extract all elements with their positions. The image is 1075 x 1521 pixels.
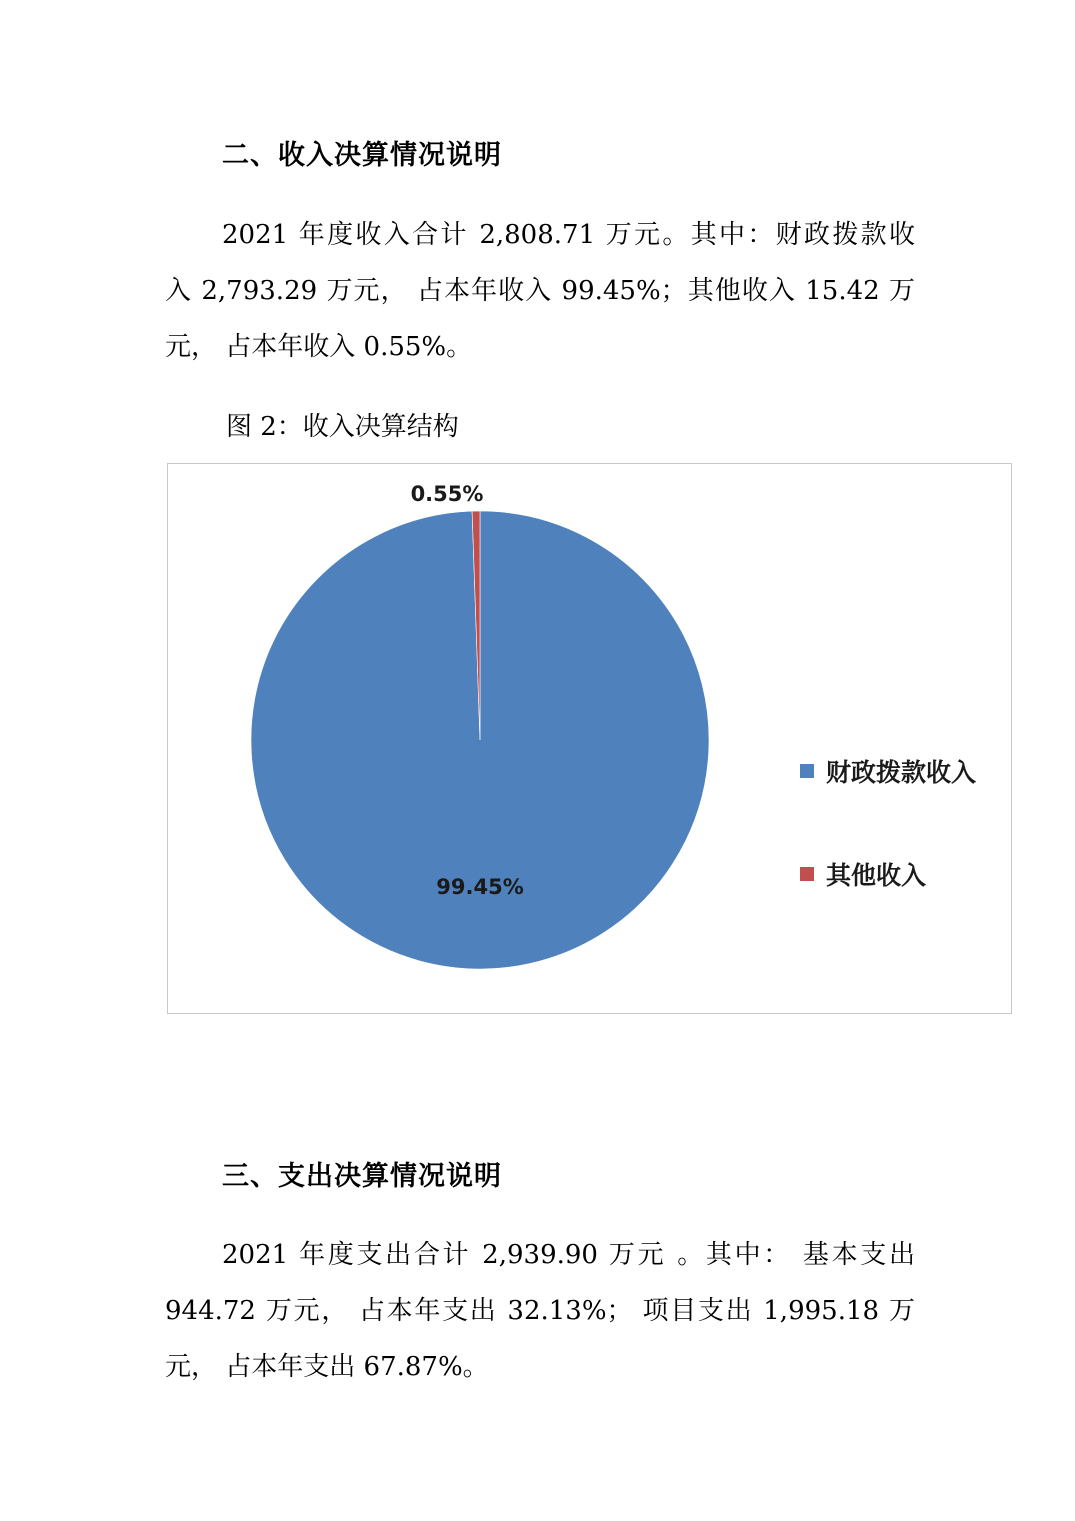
section-heading-expenditure: 三、支出决算情况说明 xyxy=(222,1161,502,1192)
paragraph-line: 入 2,793.29 万元， 占本年收入 99.45%；其他收入 15.42 万 xyxy=(165,276,915,306)
pie-chart xyxy=(168,464,1013,1015)
legend-item-fiscal xyxy=(800,753,976,789)
paragraph-line: 944.72 万元， 占本年支出 32.13%； 项目支出 1,995.18 万 xyxy=(165,1296,915,1326)
paragraph-line: 2021 年度支出合计 2,939.90 万元 。其中： 基本支出 xyxy=(222,1240,915,1270)
legend-item-other xyxy=(800,856,926,892)
income-structure-chart xyxy=(167,463,1012,1014)
expenditure-paragraph xyxy=(165,1227,915,1395)
figure-caption: 图 2：收入决算结构 xyxy=(226,412,459,442)
income-paragraph xyxy=(165,207,915,375)
paragraph-line: 元， 占本年收入 0.55%。 xyxy=(165,332,473,362)
legend-label: 财政拨款收入 xyxy=(826,758,977,787)
legend-label: 其他收入 xyxy=(826,861,927,890)
paragraph-line: 元， 占本年支出 67.87%。 xyxy=(165,1352,489,1382)
data-label-1: 0.55% xyxy=(410,482,484,506)
legend-swatch xyxy=(800,867,814,881)
data-label-0: 99.45% xyxy=(436,875,524,899)
section-heading-income: 二、收入决算情况说明 xyxy=(222,140,502,171)
paragraph-line: 2021 年度收入合计 2,808.71 万元。其中：财政拨款收 xyxy=(222,220,915,250)
legend-swatch xyxy=(800,764,814,778)
